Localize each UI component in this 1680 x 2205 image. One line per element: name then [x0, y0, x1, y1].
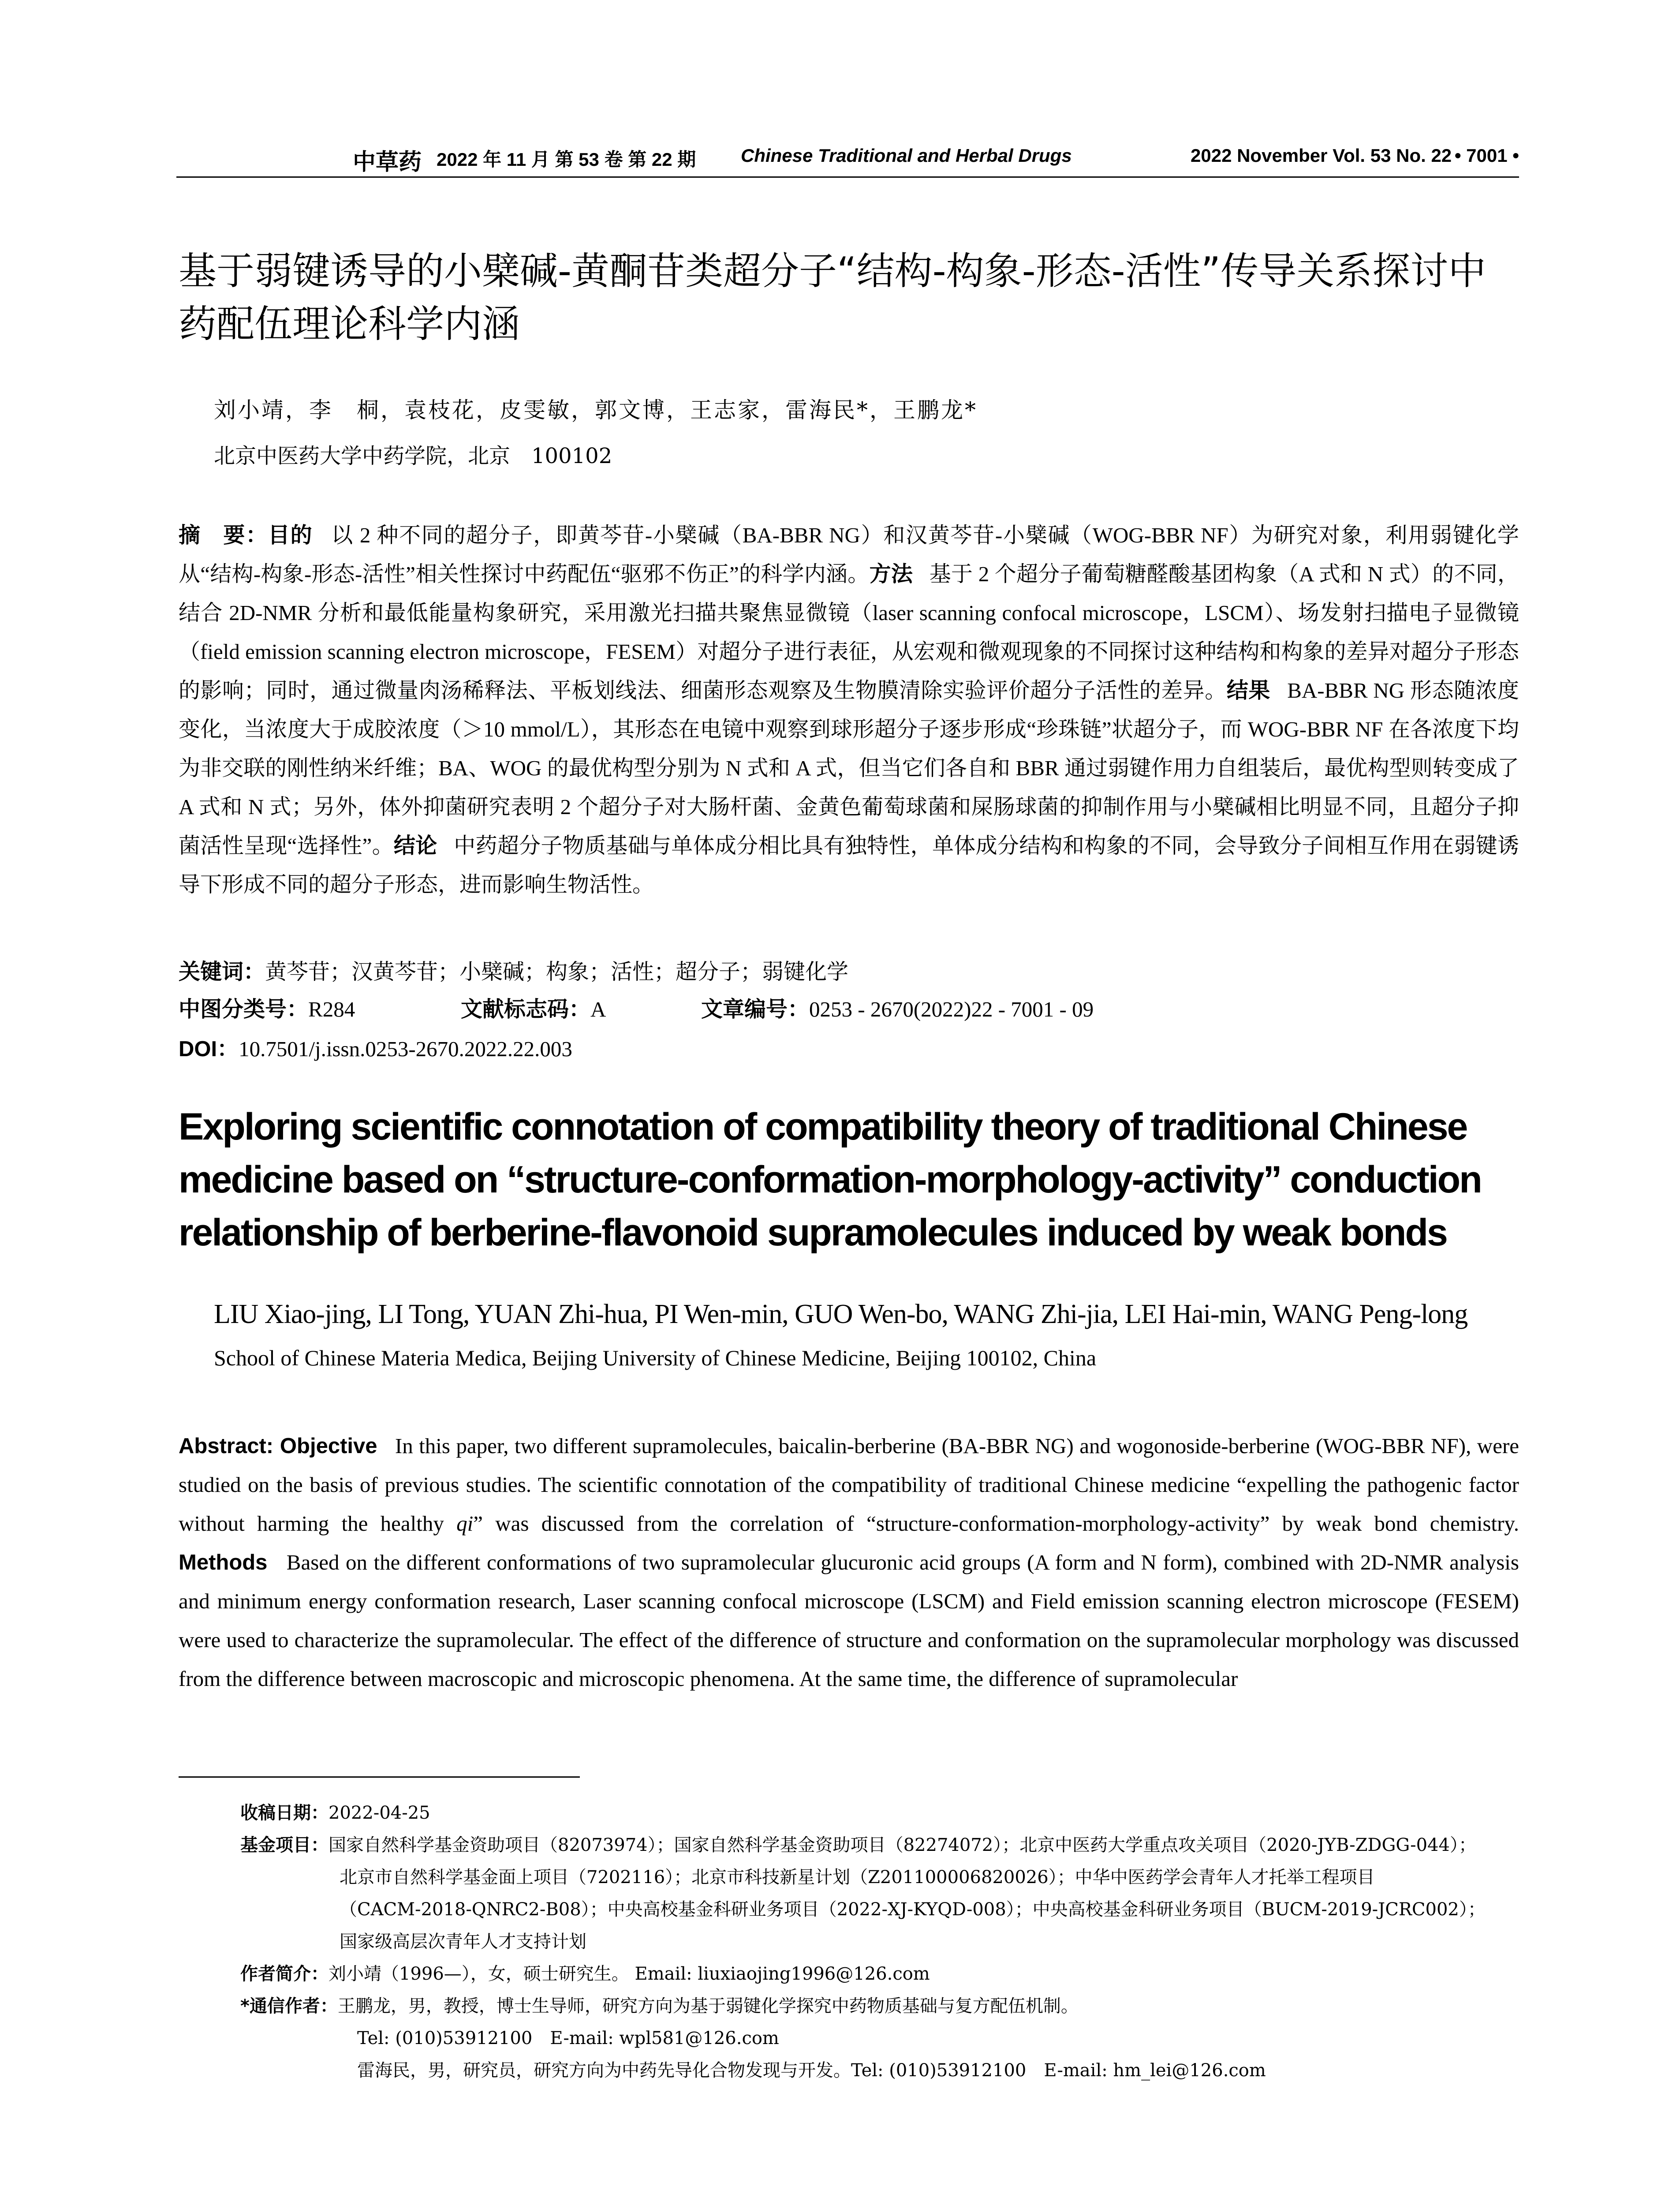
doi-value: 10.7501/j.issn.0253-2670.2022.22.003 [239, 1037, 572, 1061]
title-en: Exploring scientific connotation of compatibility theory of traditional Chinese medicine based on “structure-conformation-morphology-activity” conduction relationship of berberine-flavonoid supramolecules induced by weak bonds [179, 1106, 1481, 1254]
fund-line-4: 国家级高层次青年人才支持计划 [340, 1932, 586, 1952]
keywords-label-cn: 关键词： [179, 960, 265, 984]
methods-label-cn: 方法 [869, 562, 913, 586]
abstract-cn [179, 516, 1519, 904]
clc-value: R284 [308, 997, 355, 1021]
methods-label-en: Methods [179, 1551, 268, 1574]
issue-info-cn: 2022 年 11 月 第 53 卷 第 22 期 [437, 149, 696, 170]
affiliation-cn: 北京中医药大学中药学院，北京 100102 [214, 444, 612, 468]
page-number: • 7001 • [1454, 145, 1519, 166]
abstract-label-cn: 摘 要： [179, 523, 268, 547]
methods-text-en: Based on the different conformations of two supramolecular glucuronic acid groups (A form and N form), combined with 2D-NMR analysis and minimum energy conformation research, Laser scanning confocal microscope (LSCM) and Field emission scanning electron microscope (FESEM) were used to characterize the supramolecular. The effect of the difference of structure and conformation on the supramolecular morphology was discussed from the difference between macroscopic and microscopic phenomena. At the same time, the difference of supramolecular [179, 1550, 1519, 1691]
corresponding-text-1: 王鹏龙，男，教授，博士生导师，研究方向为基于弱键化学探究中药物质基础与复方配伍机制。 [337, 1996, 1079, 2016]
doc-code-item [461, 990, 606, 1029]
objective-label-cn: 目的 [268, 523, 313, 547]
objective-text-cn: 以 2 种不同的超分子，即黄芩苷-小檗碱（BA-BBR NG）和汉黄芩苷-小檗碱（WOG-BBR NF）为研究对象，利用弱键化学从“结构-构象-形态-活性”相关性探讨中药配伍“驱邪不伤正”的科学内涵。 [179, 523, 1519, 586]
results-text-cn: BA-BBR NG 形态随浓度变化，当浓度大于成胶浓度（＞10 mmol/L），其形态在电镜中观察到球形超分子逐步形成“珍珠链”状超分子，而 WOG-BBR NF 在各浓度下均为非交联的刚性纳米纤维；BA、WOG 的最优构型分别为 N 式和 A 式，但当它们各自和 BBR 通过弱键作用力自组装后，最优构型则转变成了 A 式和 N 式；另外，体外抑菌研究表明 2 个超分子对大肠杆菌、金黄色葡萄球菌和屎肠球菌的抑制作用与小檗碱相比明显不同，且超分子抑菌活性呈现“选择性”。 [179, 678, 1519, 858]
corresponding-line-1 [240, 1990, 1519, 2022]
article-number-value: 0253 - 2670(2022)22 - 7001 - 09 [809, 997, 1094, 1021]
doi-label: DOI： [179, 1037, 239, 1061]
results-label-cn: 结果 [1226, 679, 1270, 703]
journal-name-en: Chinese Traditional and Herbal Drugs [741, 145, 1072, 166]
conclusion-text-cn: 中药超分子物质基础与单体成分相比具有独特性，单体成分结构和构象的不同，会导致分子间相互作用在弱键诱导下形成不同的超分子形态，进而影响生物活性。 [179, 833, 1519, 897]
corresponding-line-2: Tel: (010)53912100 E-mail: wpl581@126.com [357, 2028, 779, 2048]
article-number-item [701, 990, 1094, 1029]
doc-code-value: A [590, 997, 606, 1021]
fund-line-3: （CACM-2018-QNRC2-B08）；中央高校基金科研业务项目（2022-XJ-KYQD-008）；中央高校基金科研业务项目（BUCM-2019-JCRC002）； [340, 1899, 1486, 1920]
fund-line-2: 北京市自然科学基金面上项目（7202116）；北京市科技新星计划（Z201100006820026）；中华中医药学会青年人才托举工程项目 [340, 1867, 1375, 1887]
fund-text-1: 国家自然科学基金资助项目（82073974）；国家自然科学基金资助项目（82274072）；北京中医药大学重点攻关项目（2020-JYB-ZDGG-044）； [329, 1835, 1476, 1855]
affiliation-en: School of Chinese Materia Medica, Beijing University of Chinese Medicine, Beijing 100102, China [214, 1345, 1097, 1370]
issue-info-en: 2022 November Vol. 53 No. 22 [1191, 145, 1452, 166]
corresponding-label: *通信作者： [240, 1996, 338, 2016]
received-value: 2022-04-25 [329, 1803, 430, 1823]
abstract-objective-label-en: Abstract: Objective [179, 1434, 377, 1458]
footnote-rule [179, 1776, 580, 1778]
methods-text-cn: 基于 2 个超分子葡萄糖醛酸基团构象（A 式和 N 式）的不同，结合 2D-NMR 分析和最低能量构象研究，采用激光扫描共聚焦显微镜（laser scanning confocal microscope，LSCM）、场发射扫描电子显微镜（field emission scanning electron microscope，FESEM）对超分子进行表征，从宏观和微观现象的不同探讨这种结构和构象的差异对超分子形态的影响；同时，通过微量肉汤稀释法、平板划线法、细菌形态观察及生物膜清除实验评价超分子活性的差异。 [179, 562, 1519, 703]
fund-label: 基金项目： [240, 1835, 329, 1855]
title-cn: 基于弱键诱导的小檗碱-黄酮苷类超分子“结构-构象-形态-活性”传导关系探讨中药配伍理论科学内涵 [179, 249, 1486, 346]
author-bio-text: 刘小靖（1996—），女，硕士研究生。 Email: liuxiaojing1996@126.com [329, 1964, 930, 1984]
fund-line-1 [240, 1829, 1519, 1861]
qi-term: qi [456, 1511, 474, 1536]
doi-row [179, 1030, 572, 1069]
received-date [240, 1797, 1519, 1829]
received-label: 收稿日期： [240, 1803, 329, 1823]
clc-label: 中图分类号： [179, 998, 309, 1021]
authors-en: LIU Xiao-jing, LI Tong, YUAN Zhi-hua, PI Wen-min, GUO Wen-bo, WANG Zhi-jia, LEI Hai-min, WANG Peng-long [214, 1299, 1468, 1329]
running-header [176, 143, 1519, 176]
header-rule [176, 176, 1519, 178]
author-bio [240, 1958, 1519, 1990]
objective-text-en-b: ” was discussed from the correlation of “structure-conformation-morphology-activity” by weak bond chemistry. [473, 1511, 1519, 1536]
abstract-en [179, 1427, 1519, 1698]
author-bio-label: 作者简介： [240, 1964, 329, 1984]
conclusion-label-cn: 结论 [393, 834, 437, 858]
footnotes [240, 1797, 1519, 2087]
journal-name-cn: 中草药 [353, 149, 422, 176]
article-number-label: 文章编号： [701, 998, 810, 1021]
corresponding-line-3: 雷海民，男，研究员，研究方向为中药先导化合物发现与开发。Tel: (010)53912100 E-mail: hm_lei@126.com [357, 2060, 1266, 2081]
objective-text-en-a: In this paper, two different supramolecules, baicalin-berberine (BA-BBR NG) and wogonoside-berberine (WOG-BBR NF), were studied on the basis of previous studies. The scientific connotation of the compatibility of traditional Chinese medicine “expelling the pathogenic factor without harming the healthy [179, 1434, 1519, 1536]
keywords-text-cn: 黄芩苷；汉黄芩苷；小檗碱；构象；活性；超分子；弱键化学 [265, 960, 849, 984]
keywords-cn [179, 953, 848, 991]
doc-code-label: 文献标志码： [461, 998, 591, 1021]
authors-cn: 刘小靖，李 桐，袁枝花，皮雯敏，郭文博，王志家，雷海民*，王鹏龙* [214, 397, 978, 423]
clc-item [179, 990, 355, 1029]
